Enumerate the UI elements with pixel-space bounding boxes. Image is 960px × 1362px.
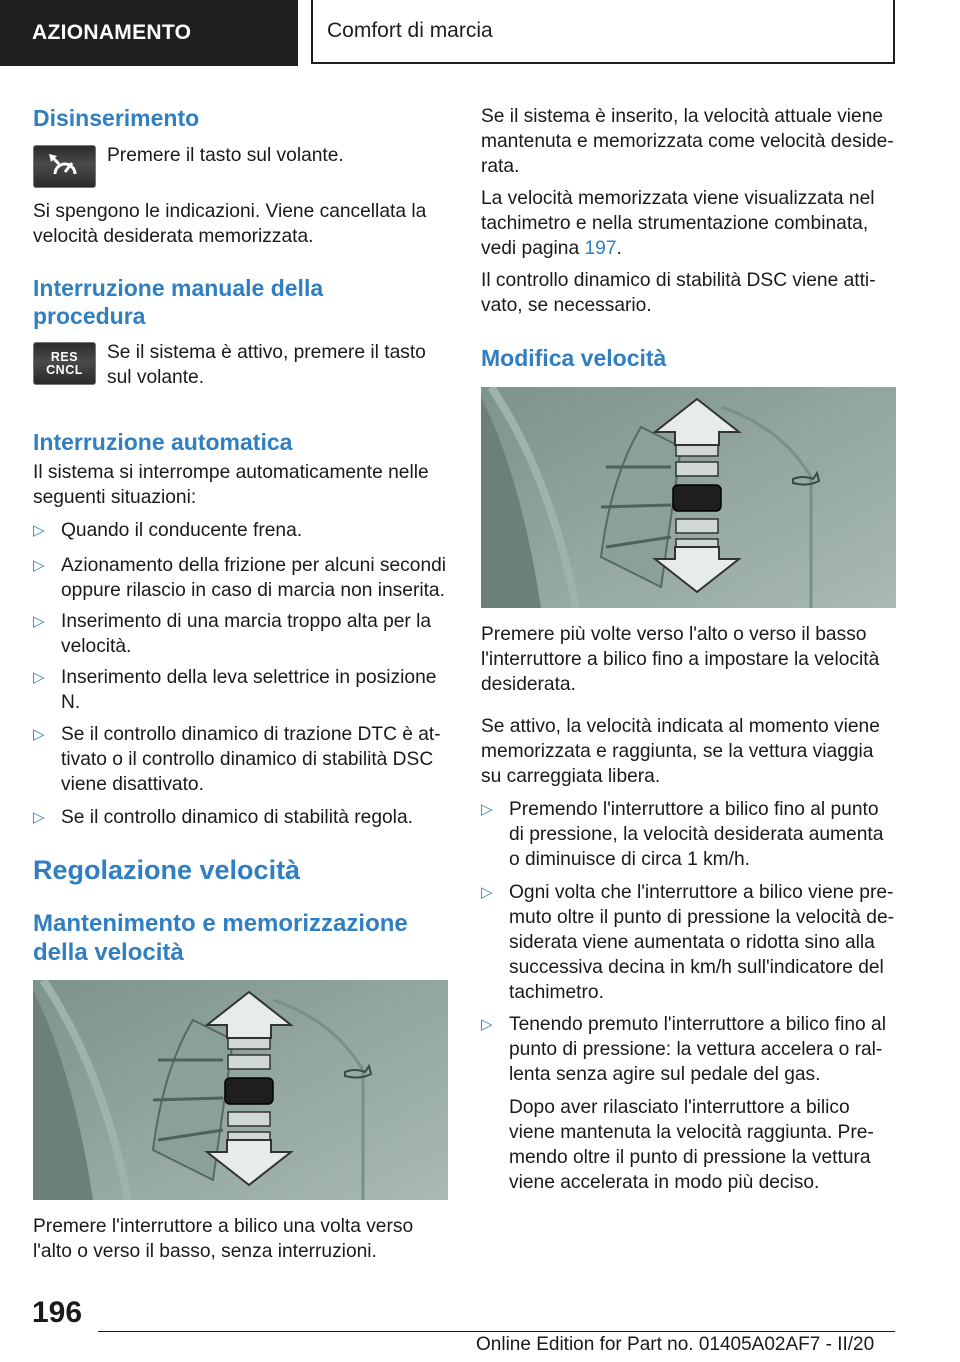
cruise-off-button-icon — [33, 145, 96, 188]
button-instruction-res-line2: sul volante. — [107, 367, 205, 388]
cruise-control-off-icon — [45, 152, 85, 182]
bullet-triangle-icon: ▷ — [33, 613, 45, 630]
steering-wheel-rocker-switch-icon — [33, 980, 448, 1200]
steering-wheel-image-left — [33, 980, 448, 1200]
heading-mantenimento: Mantenimento e memorizzazione della velocità — [33, 910, 408, 966]
list-item — [33, 553, 448, 603]
list-item-text: Se il controllo dinamico di stabilità regola. — [61, 807, 413, 828]
list-item — [481, 880, 896, 1005]
paragraph-modifica-1: Premere più volte verso l'alto o verso il basso l'interruttore a bilico fino a impostare la velocità desiderata. — [481, 624, 880, 695]
heading-modifica-velocita: Modifica velocità — [481, 345, 667, 371]
list-item-text: Inserimento di una marcia troppo alta per la velocità. — [61, 611, 432, 657]
list-item — [33, 609, 448, 659]
footer-edition-text: Online Edition for Part no. 01405A02AF7 - II/20 — [476, 1334, 875, 1355]
cncl-label: CNCL — [46, 362, 83, 377]
bullet-triangle-icon: ▷ — [33, 557, 45, 574]
button-instruction-res-line1: Se il sistema è attivo, premere il tasto — [107, 342, 426, 363]
paragraph-dsc: Il controllo dinamico di stabilità DSC viene attivato, se necessario. — [481, 270, 876, 316]
list-item — [33, 805, 448, 830]
bullet-triangle-icon: ▷ — [33, 669, 45, 686]
list-item-text: Ogni volta che l'interruttore a bilico viene premuto oltre il punto di pressione la velocità desiderata viene aumentata o ridotta sino alla successiva decina in km/h sull'indicatore del tachimetro. — [509, 882, 895, 1003]
bullet-triangle-icon: ▷ — [33, 522, 45, 539]
paragraph-tachimetro-text: La velocità memorizzata viene visualizzata nel tachimetro e nella strumentazione combinata, vedi pagina — [481, 188, 875, 259]
paragraph-disinserimento: Si spengono le indicazioni. Viene cancellata la velocità desiderata memorizzata. — [33, 201, 427, 247]
bullet-triangle-icon: ▷ — [481, 801, 493, 818]
list-item-continuation: Dopo aver rilasciato l'interruttore a bilico viene mantenuta la velocità raggiunta. Premendo oltre il punto di pressione la vettura viene accelerata in modo più deciso. — [509, 1097, 874, 1193]
heading-interruzione-automatica: Interruzione automatica — [33, 429, 293, 455]
list-item-text: Tenendo premuto l'interruttore a bilico fino al punto di pressione: la vettura accelera o rallenta senza agire sul pedale del gas. — [509, 1014, 886, 1085]
page-number: 196 — [32, 1296, 83, 1329]
chapter-title: Comfort di marcia — [327, 19, 493, 42]
button-instruction-off: Premere il tasto sul volante. — [107, 145, 344, 166]
list-item — [33, 665, 448, 715]
bullet-triangle-icon: ▷ — [33, 726, 45, 743]
list-item-text: Premendo l'interruttore a bilico fino al punto di pressione, la velocità desiderata aumenta o diminuisce di circa 1 km/h. — [509, 799, 884, 870]
header-section-tab — [0, 0, 298, 66]
res-cncl-button-icon — [33, 342, 96, 385]
heading-interruzione-manuale: Interruzione manuale della procedura — [33, 275, 324, 329]
steering-wheel-rocker-switch-icon — [481, 387, 896, 608]
bullet-triangle-icon: ▷ — [481, 1016, 493, 1033]
paragraph-interruzione-intro: Il sistema si interrompe automaticamente nelle seguenti situazioni: — [33, 462, 429, 508]
bullet-triangle-icon: ▷ — [481, 884, 493, 901]
paragraph-velocita-memorizzata: Se il sistema è inserito, la velocità attuale viene mantenuta e memorizzata come velocità desiderata. — [481, 106, 894, 177]
list-item — [481, 797, 896, 872]
bullet-triangle-icon: ▷ — [33, 809, 45, 826]
list-item-text: Se il controllo dinamico di trazione DTC è attivato o il controllo dinamico di stabilità DSC viene disattivato. — [61, 724, 441, 795]
caption-left-image: Premere l'interruttore a bilico una volta verso l'alto o verso il basso, senza interruzioni. — [33, 1216, 414, 1262]
list-item — [33, 518, 448, 543]
section-title: AZIONAMENTO — [32, 21, 192, 44]
paragraph-modifica-2: Se attivo, la velocità indicata al momento viene memorizzata e raggiunta, se la vettura viaggia su carreggiata libera. — [481, 716, 880, 787]
list-item — [33, 722, 448, 797]
footer-divider — [98, 1331, 895, 1332]
list-item-text: Quando il conducente frena. — [61, 520, 303, 541]
steering-wheel-image-right — [481, 387, 896, 608]
heading-disinserimento: Disinserimento — [33, 105, 200, 131]
res-label: RES — [50, 349, 79, 364]
page-reference-link[interactable]: 197 — [584, 238, 617, 259]
heading-regolazione-velocita: Regolazione velocità — [33, 855, 301, 885]
paragraph-tachimetro-end: . — [616, 238, 622, 259]
header-chapter-tab — [311, 0, 895, 64]
paragraph-tachimetro — [481, 186, 896, 261]
list-item-text: Azionamento della frizione per alcuni secondi oppure rilascio in caso di marcia non inserita. — [61, 555, 447, 601]
list-item-text: Inserimento della leva selettrice in posizione N. — [61, 667, 437, 713]
list-item — [481, 1012, 896, 1087]
